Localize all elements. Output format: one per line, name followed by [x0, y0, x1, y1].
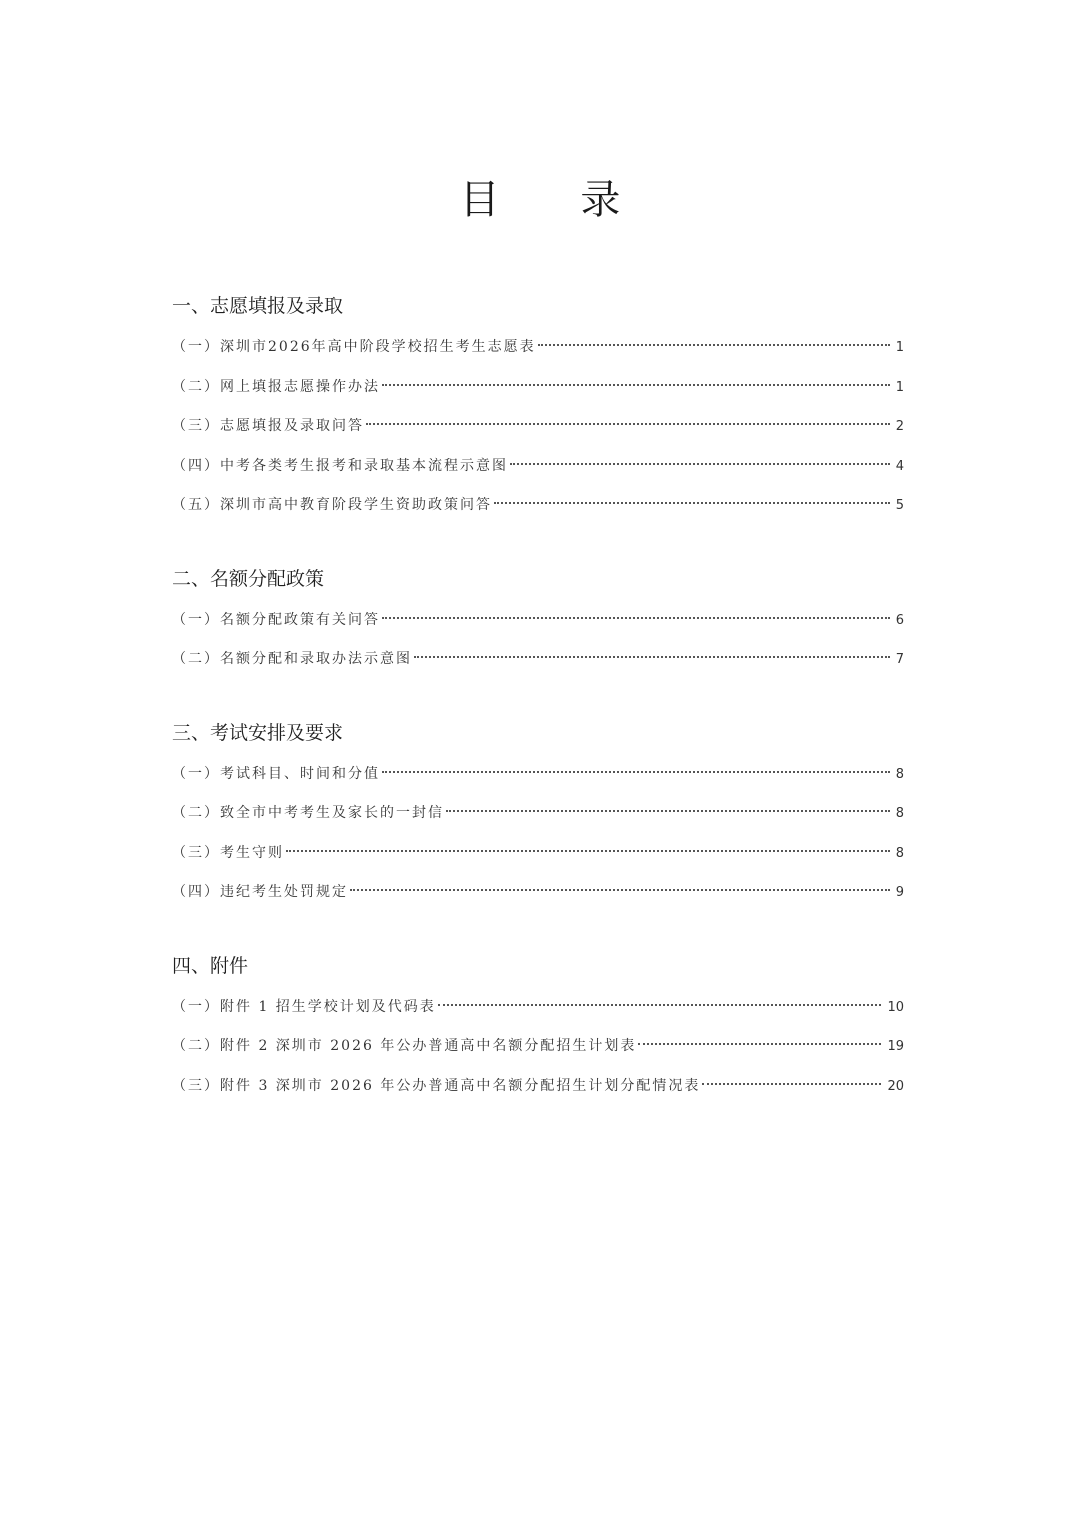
toc-entry[interactable] — [172, 368, 904, 408]
toc-entry[interactable] — [172, 755, 904, 795]
entry-title: （四）违纪考生处罚规定 — [172, 884, 348, 900]
entry-title: （二）名额分配和录取办法示意图 — [172, 651, 412, 667]
table-of-contents — [172, 292, 904, 1145]
entry-title: （二）致全市中考考生及家长的一封信 — [172, 805, 444, 821]
toc-section-1 — [172, 292, 904, 526]
entry-page-number: 9 — [895, 885, 904, 900]
toc-entry[interactable] — [172, 834, 904, 874]
section-heading: 四、附件 — [172, 954, 249, 977]
entry-title: （五）深圳市高中教育阶段学生资助政策问答 — [172, 497, 492, 513]
toc-entry[interactable] — [172, 1027, 904, 1067]
dot-leader — [638, 1043, 881, 1045]
entry-page-number: 8 — [895, 845, 904, 861]
entry-page-number: 5 — [895, 498, 904, 513]
toc-entry[interactable] — [172, 640, 904, 680]
dot-leader — [350, 889, 890, 891]
entry-page-number: 1 — [895, 340, 904, 355]
toc-entry[interactable] — [172, 328, 904, 368]
entry-page-number: 7 — [895, 652, 904, 667]
entry-title: （一）深圳市2026年高中阶段学校招生考生志愿表 — [172, 339, 536, 355]
entry-page-number: 4 — [895, 458, 904, 474]
entry-page-number: 20 — [887, 1078, 904, 1094]
entry-page-number: 8 — [895, 806, 904, 821]
toc-entry[interactable] — [172, 447, 904, 487]
dot-leader — [382, 771, 890, 773]
entry-page-number: 1 — [895, 379, 904, 395]
entry-title: （二）附件 2 深圳市 2026 年公办普通高中名额分配招生计划表 — [172, 1038, 637, 1054]
entry-title: （一）附件 1 招生学校计划及代码表 — [172, 998, 436, 1015]
toc-entry[interactable] — [172, 486, 904, 526]
entry-title: （二）网上填报志愿操作办法 — [172, 378, 380, 395]
entry-title: （四）中考各类考生报考和录取基本流程示意图 — [172, 457, 508, 474]
dot-leader — [382, 384, 890, 386]
section-heading: 一、志愿填报及录取 — [172, 295, 344, 317]
dot-leader — [382, 617, 890, 619]
toc-entry[interactable] — [172, 794, 904, 834]
toc-entry[interactable] — [172, 407, 904, 447]
entry-page-number: 10 — [887, 999, 904, 1015]
toc-section-2 — [172, 565, 904, 680]
page-title: 目 录 — [459, 177, 655, 223]
dot-leader — [510, 463, 890, 465]
toc-entry[interactable] — [172, 1067, 904, 1107]
entry-title: （三）志愿填报及录取问答 — [172, 418, 364, 434]
dot-leader — [494, 502, 890, 504]
dot-leader — [438, 1004, 882, 1006]
entry-page-number: 8 — [895, 766, 904, 782]
entry-page-number: 19 — [887, 1039, 904, 1054]
entry-title: （三）考生守则 — [172, 844, 284, 861]
dot-leader — [286, 850, 890, 852]
entry-page-number: 2 — [895, 419, 904, 434]
entry-title: （一）名额分配政策有关问答 — [172, 611, 380, 628]
dot-leader — [702, 1083, 881, 1085]
dot-leader — [414, 656, 890, 658]
dot-leader — [446, 810, 890, 812]
toc-entry[interactable] — [172, 601, 904, 641]
dot-leader — [538, 344, 890, 346]
entry-title: （一）考试科目、时间和分值 — [172, 765, 380, 782]
toc-entry[interactable] — [172, 988, 904, 1028]
entry-title: （三）附件 3 深圳市 2026 年公办普通高中名额分配招生计划分配情况表 — [172, 1077, 701, 1094]
dot-leader — [366, 423, 890, 425]
toc-section-4 — [172, 952, 904, 1107]
entry-page-number: 6 — [895, 612, 904, 628]
section-heading: 三、考试安排及要求 — [172, 721, 344, 744]
toc-section-3 — [172, 719, 904, 913]
toc-entry[interactable] — [172, 873, 904, 913]
section-heading: 二、名额分配政策 — [172, 567, 325, 590]
